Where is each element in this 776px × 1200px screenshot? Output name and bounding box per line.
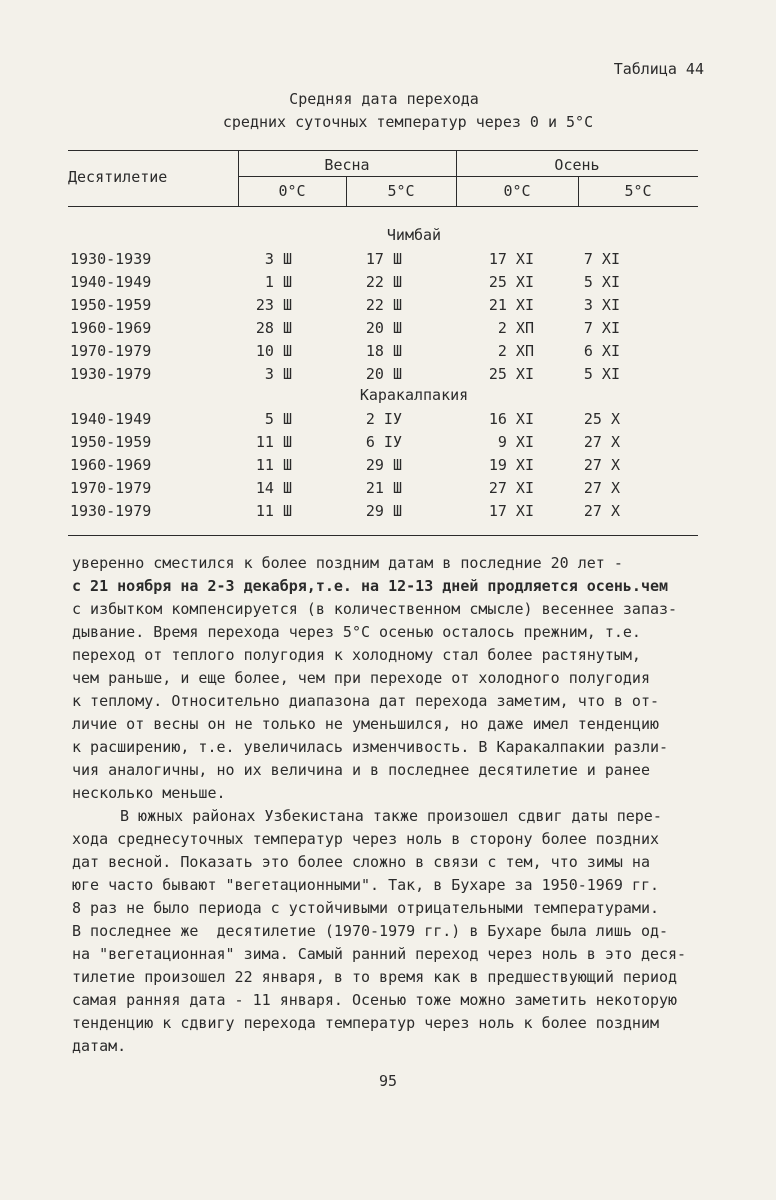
text-line: дат весной. Показать это более сложно в связи с тем, что зимы на bbox=[72, 853, 650, 871]
cell-spring-0: 23 Ш bbox=[255, 296, 292, 314]
text-line: чем раньше, и еще более, чем при переходе от холодного полугодия bbox=[72, 669, 650, 687]
table-caption-line-1: Средняя дата перехода bbox=[289, 90, 479, 108]
table-header-rule bbox=[68, 206, 698, 207]
cell-decade: 1970-1979 bbox=[70, 342, 152, 360]
cell-autumn-5: 25 X bbox=[583, 410, 620, 428]
cell-decade: 1930-1979 bbox=[70, 365, 152, 383]
text-line: с избытком компенсируется (в количественном смысле) весеннее запаз- bbox=[72, 600, 678, 618]
text-line: к теплому. Относительно диапазона дат перехода заметим, что в от- bbox=[72, 692, 659, 710]
text-line: на "вегетационная" зима. Самый ранний переход через ноль в это деся- bbox=[72, 945, 687, 963]
cell-decade: 1930-1939 bbox=[70, 250, 152, 268]
text-line: личие от весны он не только не уменьшился, но даже имел тенденцию bbox=[72, 715, 659, 733]
text-line: с 21 ноября на 2-3 декабря,т.е. на 12-13 дней продляется осень.чем bbox=[72, 577, 669, 595]
cell-autumn-5: 7 XI bbox=[583, 319, 620, 337]
cell-spring-5: 20 Ш bbox=[365, 365, 402, 383]
text-line: тилетие произошел 22 января, в то время как в предшествующий период bbox=[72, 968, 678, 986]
text-line: самая ранняя дата - 11 января. Осенью тоже можно заметить некоторую bbox=[72, 991, 678, 1009]
cell-spring-5: 6 IУ bbox=[365, 433, 402, 451]
cell-spring-0: 28 Ш bbox=[255, 319, 292, 337]
cell-autumn-5: 5 XI bbox=[583, 273, 620, 291]
table-season-rule bbox=[238, 176, 698, 177]
header-spring-0c: 0°С bbox=[278, 182, 306, 200]
text-line: переход от теплого полугодия к холодному стал более растянутым, bbox=[72, 646, 641, 664]
group-title-karakalpakia: Каракалпакия bbox=[359, 386, 469, 404]
header-spring: Весна bbox=[324, 156, 370, 174]
text-line: уверенно сместился к более поздним датам в последние 20 лет - bbox=[72, 554, 623, 572]
cell-decade: 1950-1959 bbox=[70, 296, 152, 314]
text-line: хода среднесуточных температур через ноль в сторону более поздних bbox=[72, 830, 659, 848]
text-line: дывание. Время перехода через 5°С осенью осталось прежним, т.е. bbox=[72, 623, 641, 641]
cell-autumn-5: 5 XI bbox=[583, 365, 620, 383]
cell-spring-0: 11 Ш bbox=[255, 502, 292, 520]
cell-autumn-5: 27 X bbox=[583, 479, 620, 497]
cell-autumn-0: 27 XI bbox=[488, 479, 534, 497]
cell-autumn-5: 27 X bbox=[583, 456, 620, 474]
page-number: 95 bbox=[378, 1072, 398, 1090]
cell-autumn-0: 17 XI bbox=[488, 250, 534, 268]
cell-autumn-5: 3 XI bbox=[583, 296, 620, 314]
text-line: датам. bbox=[72, 1037, 127, 1055]
cell-spring-0: 3 Ш bbox=[264, 250, 292, 268]
cell-autumn-0: 25 XI bbox=[488, 273, 534, 291]
cell-decade: 1940-1949 bbox=[70, 410, 152, 428]
table-label: Таблица 44 bbox=[613, 60, 704, 78]
text-line: 8 раз не было периода с устойчивыми отрицательными температурами. bbox=[72, 899, 659, 917]
header-spring-5c: 5°С bbox=[387, 182, 415, 200]
cell-spring-0: 1 Ш bbox=[264, 273, 292, 291]
cell-autumn-0: 2 ХП bbox=[497, 342, 534, 360]
cell-spring-0: 14 Ш bbox=[255, 479, 292, 497]
cell-autumn-5: 27 X bbox=[583, 433, 620, 451]
group-title-chimbai: Чимбай bbox=[386, 226, 442, 244]
cell-decade: 1960-1969 bbox=[70, 319, 152, 337]
cell-spring-5: 29 Ш bbox=[365, 502, 402, 520]
cell-autumn-0: 19 XI bbox=[488, 456, 534, 474]
cell-autumn-5: 7 XI bbox=[583, 250, 620, 268]
cell-spring-5: 18 Ш bbox=[365, 342, 402, 360]
cell-autumn-0: 17 XI bbox=[488, 502, 534, 520]
header-autumn-5c: 5°С bbox=[624, 182, 652, 200]
cell-spring-5: 21 Ш bbox=[365, 479, 402, 497]
cell-autumn-0: 2 ХП bbox=[497, 319, 534, 337]
body-text bbox=[72, 552, 712, 1058]
cell-spring-0: 11 Ш bbox=[255, 433, 292, 451]
cell-decade: 1960-1969 bbox=[70, 456, 152, 474]
cell-decade: 1930-1979 bbox=[70, 502, 152, 520]
text-line: чия аналогичны, но их величина и в последнее десятилетие и ранее bbox=[72, 761, 650, 779]
cell-spring-0: 3 Ш bbox=[264, 365, 292, 383]
cell-spring-5: 20 Ш bbox=[365, 319, 402, 337]
cell-spring-5: 22 Ш bbox=[365, 273, 402, 291]
header-autumn: Осень bbox=[554, 156, 600, 174]
cell-spring-5: 22 Ш bbox=[365, 296, 402, 314]
cell-decade: 1970-1979 bbox=[70, 479, 152, 497]
cell-autumn-0: 25 XI bbox=[488, 365, 534, 383]
cell-autumn-0: 21 XI bbox=[488, 296, 534, 314]
table-bottom-rule bbox=[68, 535, 698, 536]
cell-spring-5: 29 Ш bbox=[365, 456, 402, 474]
cell-spring-5: 17 Ш bbox=[365, 250, 402, 268]
cell-spring-0: 11 Ш bbox=[255, 456, 292, 474]
cell-autumn-5: 6 XI bbox=[583, 342, 620, 360]
cell-decade: 1950-1959 bbox=[70, 433, 152, 451]
cell-spring-5: 2 IУ bbox=[365, 410, 402, 428]
text-line: В последнее же десятилетие (1970-1979 гг.) в Бухаре была лишь од- bbox=[72, 922, 669, 940]
cell-autumn-0: 9 XI bbox=[497, 433, 534, 451]
cell-decade: 1940-1949 bbox=[70, 273, 152, 291]
text-line: юге часто бывают "вегетационными". Так, в Бухаре за 1950-1969 гг. bbox=[72, 876, 659, 894]
header-decade: Десятилетие bbox=[68, 168, 168, 186]
cell-autumn-5: 27 X bbox=[583, 502, 620, 520]
text-line: В южных районах Узбекистана также произошел сдвиг даты пере- bbox=[120, 807, 662, 825]
table-top-rule bbox=[68, 150, 698, 151]
text-line: к расширению, т.е. увеличилась изменчивость. В Каракалпакии разли- bbox=[72, 738, 669, 756]
table-caption-line-2: средних суточных температур через 0 и 5°С bbox=[222, 113, 594, 131]
text-line: несколько меньше. bbox=[72, 784, 226, 802]
text-line: тенденцию к сдвигу перехода температур через ноль к более поздним bbox=[72, 1014, 659, 1032]
cell-spring-0: 5 Ш bbox=[264, 410, 292, 428]
header-autumn-0c: 0°С bbox=[503, 182, 531, 200]
cell-spring-0: 10 Ш bbox=[255, 342, 292, 360]
cell-autumn-0: 16 XI bbox=[488, 410, 534, 428]
